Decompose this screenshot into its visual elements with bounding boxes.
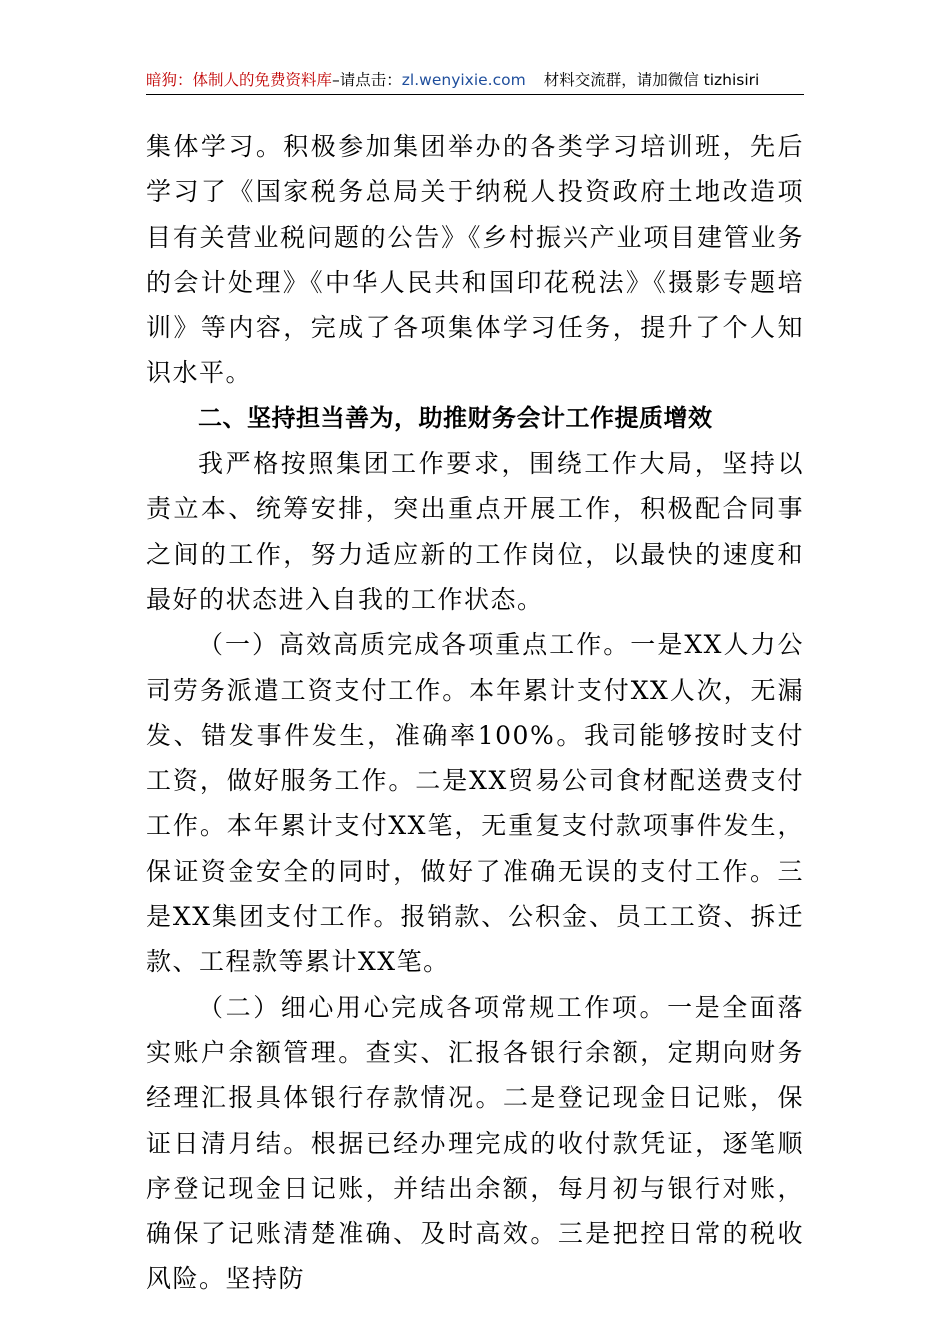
paragraph-collective-study: 集体学习。积极参加集团举办的各类学习培训班，先后学习了《国家税务总局关于纳税人投资政府土地改造项目有关营业税问题的公告》《乡村振兴产业项目建管业务的会计处理》《中华人民共和国印花税法》《摄影专题培训》等内容，完成了各项集体学习任务，提升了个人知识水平。: [146, 132, 804, 388]
header-brand: 暗狗：体制人的免费资料库: [146, 71, 333, 89]
header-contact: 材料交流群，请加微信 tizhisiri: [543, 71, 760, 89]
section-heading-2: 二、坚持担当善为，助推财务会计工作提质增效: [198, 403, 713, 432]
paragraph-key-work: （一）高效高质完成各项重点工作。一是XX人力公司劳务派遣工资支付工作。本年累计支付XX人次，无漏发、错发事件发生，准确率100%。我司能够按时支付工资，做好服务工作。二是XX贸易公司食材配送费支付工作。本年累计支付XX笔，无重复支付款项事件发生，保证资金安全的同时，做好了准确无误的支付工作。三是XX集团支付工作。报销款、公积金、员工工资、拆迁款、工程款等累计XX笔。: [146, 630, 804, 977]
paragraph-routine-work: （二）细心用心完成各项常规工作项。一是全面落实账户余额管理。查实、汇报各银行余额，定期向财务经理汇报具体银行存款情况。二是登记现金日记账，保证日清月结。根据已经办理完成的收付款凭证，逐笔顺序登记现金日记账，并结出余额，每月初与银行对账，确保了记账清楚准确、及时高效。三是把控日常的税收风险。坚持防: [146, 992, 804, 1294]
page-header: [146, 66, 804, 95]
header-url-link[interactable]: zl.wenyixie.com: [401, 71, 526, 89]
paragraph-work-intro: 我严格按照集团工作要求，围绕工作大局，坚持以责立本、统筹安排，突出重点开展工作，积极配合同事之间的工作，努力适应新的工作岗位，以最快的速度和最好的状态进入自我的工作状态。: [146, 449, 804, 614]
header-separator: –请点击：: [332, 71, 402, 89]
document-body: [146, 124, 804, 1302]
